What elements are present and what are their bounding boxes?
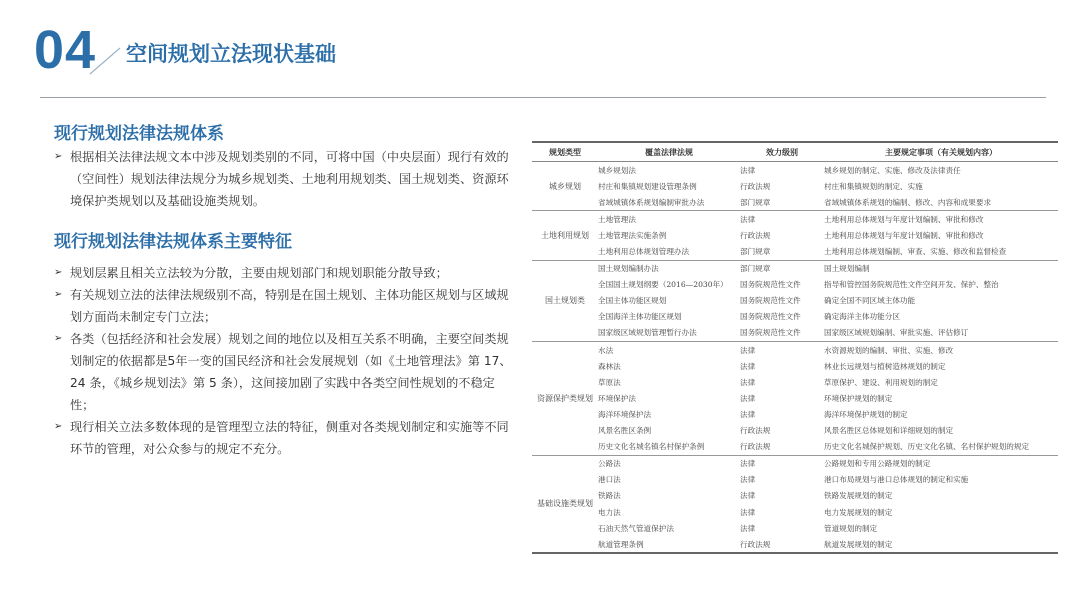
column-header: 主要规定事项（有关规划内容） (885, 147, 997, 157)
table-cell: 铁路发展规划的制定 (824, 491, 893, 501)
bullet-item (54, 416, 518, 460)
table-cell: 历史文化名城保护规划、历史文化名镇、名村保护规划的规定 (824, 442, 1030, 452)
table-cell: 航道发展规划的制定 (824, 539, 893, 549)
arrow-bullet-icon: ➢ (54, 267, 63, 278)
table-cell: 部门规章 (740, 264, 771, 274)
table-cell: 水资源规划的编制、审批、实施、修改 (824, 345, 954, 355)
table-cell: 风景名胜区总体规划和详细规划的制定 (824, 426, 954, 436)
table-cell: 土地利用总体规划与年度计划编制、审批和修改 (824, 214, 984, 224)
table-cell: 草原法 (598, 377, 621, 387)
table-cell: 国家级区域规划管理暂行办法 (598, 328, 697, 338)
table-group (532, 211, 1058, 260)
bullet-item (54, 146, 518, 212)
bullet-text: 各类（包括经济和社会发展）规划之间的地位以及相互关系不明确，主要空间类规划制定的依据都是5年一变的国民经济和社会发展规划（如《土地管理法》第 17、24 条，《城乡规划法》第 5 条），这间接加剧了实践中各类空间性规划的不稳定性； (70, 332, 512, 412)
table-cell: 港口法 (598, 475, 621, 485)
group-name: 基础设施类规划 (537, 499, 593, 509)
table-cell: 土地管理法 (598, 214, 636, 224)
section-body-system (54, 146, 518, 212)
table-cell: 历史文化名城名镇名村保护条例 (598, 442, 705, 452)
table-cell: 部门规章 (740, 197, 771, 207)
table-cell: 法律 (740, 459, 756, 469)
table-cell: 法律 (740, 523, 756, 533)
table-cell: 指导和管控国务院规范性文件空间开发、保护、整治 (824, 280, 999, 290)
group-name: 国土规划类 (545, 296, 585, 306)
table-cell: 法律 (740, 377, 756, 387)
table-cell: 环境保护规划的制定 (824, 393, 893, 403)
column-header: 规划类型 (549, 147, 581, 157)
table-group (532, 162, 1058, 211)
table-cell: 城乡规划法 (598, 165, 636, 175)
table-row (598, 504, 1058, 520)
table-cell: 土地利用总体规划编制、审查、实施、修改和监督检查 (824, 247, 1007, 257)
table-cell: 石油天然气管道保护法 (598, 523, 674, 533)
table-cell: 确定全国不同区域主体功能 (824, 296, 916, 306)
table-cell: 国土规划编制办法 (598, 264, 659, 274)
table-cell: 部门规章 (740, 247, 771, 257)
table-cell: 电力发展规划的制定 (824, 507, 893, 517)
section-body-features (54, 262, 518, 460)
table-cell: 国务院规范性文件 (740, 296, 801, 306)
table-cell: 水法 (598, 345, 614, 355)
table-cell: 村庄和集镇规划的制定、实施 (824, 181, 923, 191)
table-cell: 法律 (740, 491, 756, 501)
table-row (598, 261, 1058, 277)
table-cell: 法律 (740, 165, 756, 175)
table-cell: 土地管理法实施条例 (598, 230, 667, 240)
table-cell: 林业长远规划与植树造林规划的制定 (824, 361, 946, 371)
table-row (598, 390, 1058, 406)
table-cell: 草原保护、建设、利用规划的制定 (824, 377, 938, 387)
table-cell: 海洋环境保护法 (598, 409, 652, 419)
table-cell: 全国主体功能区规划 (598, 296, 667, 306)
table-row (598, 406, 1058, 422)
arrow-bullet-icon: ➢ (54, 289, 63, 300)
bullet-text: 根据相关法律法规文本中涉及规划类别的不同，可将中国（中央层面）现行有效的（空间性）规划法律法规分为城乡规划类、土地利用规划类、国土规划类、资源环境保护类规划以及基础设施类规划。 (70, 150, 509, 208)
column-header: 效力级别 (766, 147, 798, 157)
table-row (598, 472, 1058, 488)
table-cell: 行政法规 (740, 539, 771, 549)
section-heading-system: 现行规划法律法规体系 (54, 124, 224, 144)
slash-decoration (88, 30, 122, 76)
planning-law-table (532, 141, 1058, 554)
table-cell: 法律 (740, 475, 756, 485)
bullet-text: 现行相关立法多数体现的是管理型立法的特征，侧重对各类规划制定和实施等不同环节的管理，对公众参与的规定不充分。 (70, 420, 509, 456)
table-cell: 海洋环境保护规划的制定 (824, 409, 908, 419)
table-cell: 法律 (740, 409, 756, 419)
table-cell: 国务院规范性文件 (740, 280, 801, 290)
table-cell: 行政法规 (740, 442, 771, 452)
section-heading-features: 现行规划法律法规体系主要特征 (54, 232, 292, 252)
table-row (598, 325, 1058, 341)
table-cell: 省域城镇体系规划编制审批办法 (598, 197, 705, 207)
table-row (598, 211, 1058, 227)
group-name: 城乡规划 (549, 181, 581, 191)
table-cell: 法律 (740, 345, 756, 355)
table-group (532, 456, 1058, 553)
arrow-bullet-icon: ➢ (54, 151, 63, 162)
table-cell: 确定海洋主体功能分区 (824, 312, 900, 322)
table-cell: 国务院规范性文件 (740, 312, 801, 322)
table-cell: 国务院规范性文件 (740, 328, 801, 338)
table-row (598, 162, 1058, 178)
table-cell: 电力法 (598, 507, 621, 517)
table-row (598, 374, 1058, 390)
table-cell: 法律 (740, 507, 756, 517)
table-cell: 法律 (740, 393, 756, 403)
table-cell: 港口布局规划与港口总体规划的制定和实施 (824, 475, 969, 485)
table-cell: 铁路法 (598, 491, 621, 501)
table-row (598, 178, 1058, 194)
table-body (532, 162, 1058, 552)
table-group (532, 342, 1058, 456)
bullet-text: 有关规划立法的法律法规级别不高，特别是在国土规划、主体功能区规划与区域规划方面尚未制定专门立法； (70, 288, 509, 324)
table-row (598, 439, 1058, 455)
table-cell: 森林法 (598, 361, 621, 371)
section-number: 04 (34, 20, 97, 80)
group-name: 土地利用规划 (541, 230, 589, 240)
table-cell: 全国海洋主体功能区规划 (598, 312, 682, 322)
arrow-bullet-icon: ➢ (54, 421, 63, 432)
table-row (598, 488, 1058, 504)
page-title: 空间规划立法现状基础 (126, 42, 336, 66)
bullet-item (54, 262, 518, 284)
table-cell: 行政法规 (740, 426, 771, 436)
table-cell: 省域城镇体系规划的编制、修改、内容和成果要求 (824, 197, 992, 207)
table-cell: 风景名胜区条例 (598, 426, 652, 436)
table-cell: 村庄和集镇规划建设管理条例 (598, 181, 697, 191)
table-cell: 航道管理条例 (598, 539, 644, 549)
table-cell: 土地利用总体规划管理办法 (598, 247, 690, 257)
table-cell: 城乡规划的制定、实施、修改及法律责任 (824, 165, 961, 175)
table-row (598, 227, 1058, 243)
bullet-item (54, 328, 518, 416)
bullet-item (54, 284, 518, 328)
table-row (598, 277, 1058, 293)
table-row (598, 520, 1058, 536)
table-row (598, 536, 1058, 552)
table-cell: 法律 (740, 361, 756, 371)
table-row (598, 423, 1058, 439)
arrow-bullet-icon: ➢ (54, 333, 63, 344)
table-cell: 管道规划的制定 (824, 523, 878, 533)
table-row (598, 293, 1058, 309)
table-cell: 全国国土规划纲要（2016—2030年） (598, 280, 728, 290)
header-divider (40, 97, 1046, 98)
group-name: 资源保护类规划 (537, 393, 593, 403)
table-cell: 行政法规 (740, 181, 771, 191)
table-cell: 环境保护法 (598, 393, 636, 403)
table-row (598, 456, 1058, 472)
table-cell: 国土规划编制 (824, 264, 870, 274)
table-cell: 公路规划和专用公路规划的制定 (824, 459, 931, 469)
table-cell: 公路法 (598, 459, 621, 469)
table-cell: 土地利用总体规划与年度计划编制、审批和修改 (824, 230, 984, 240)
table-cell: 法律 (740, 214, 756, 224)
table-cell: 国家级区域规划编制、审批实施、评估修订 (824, 328, 969, 338)
table-row (598, 243, 1058, 259)
bullet-text: 规划层累且相关立法较为分散，主要由规划部门和规划职能分散导致； (70, 266, 448, 280)
table-cell: 行政法规 (740, 230, 771, 240)
table-row (598, 309, 1058, 325)
column-header: 覆盖法律法规 (645, 147, 693, 157)
table-group (532, 261, 1058, 342)
table-row (598, 342, 1058, 358)
table-header-row (532, 143, 1058, 162)
table-row (598, 358, 1058, 374)
table-row (598, 194, 1058, 210)
